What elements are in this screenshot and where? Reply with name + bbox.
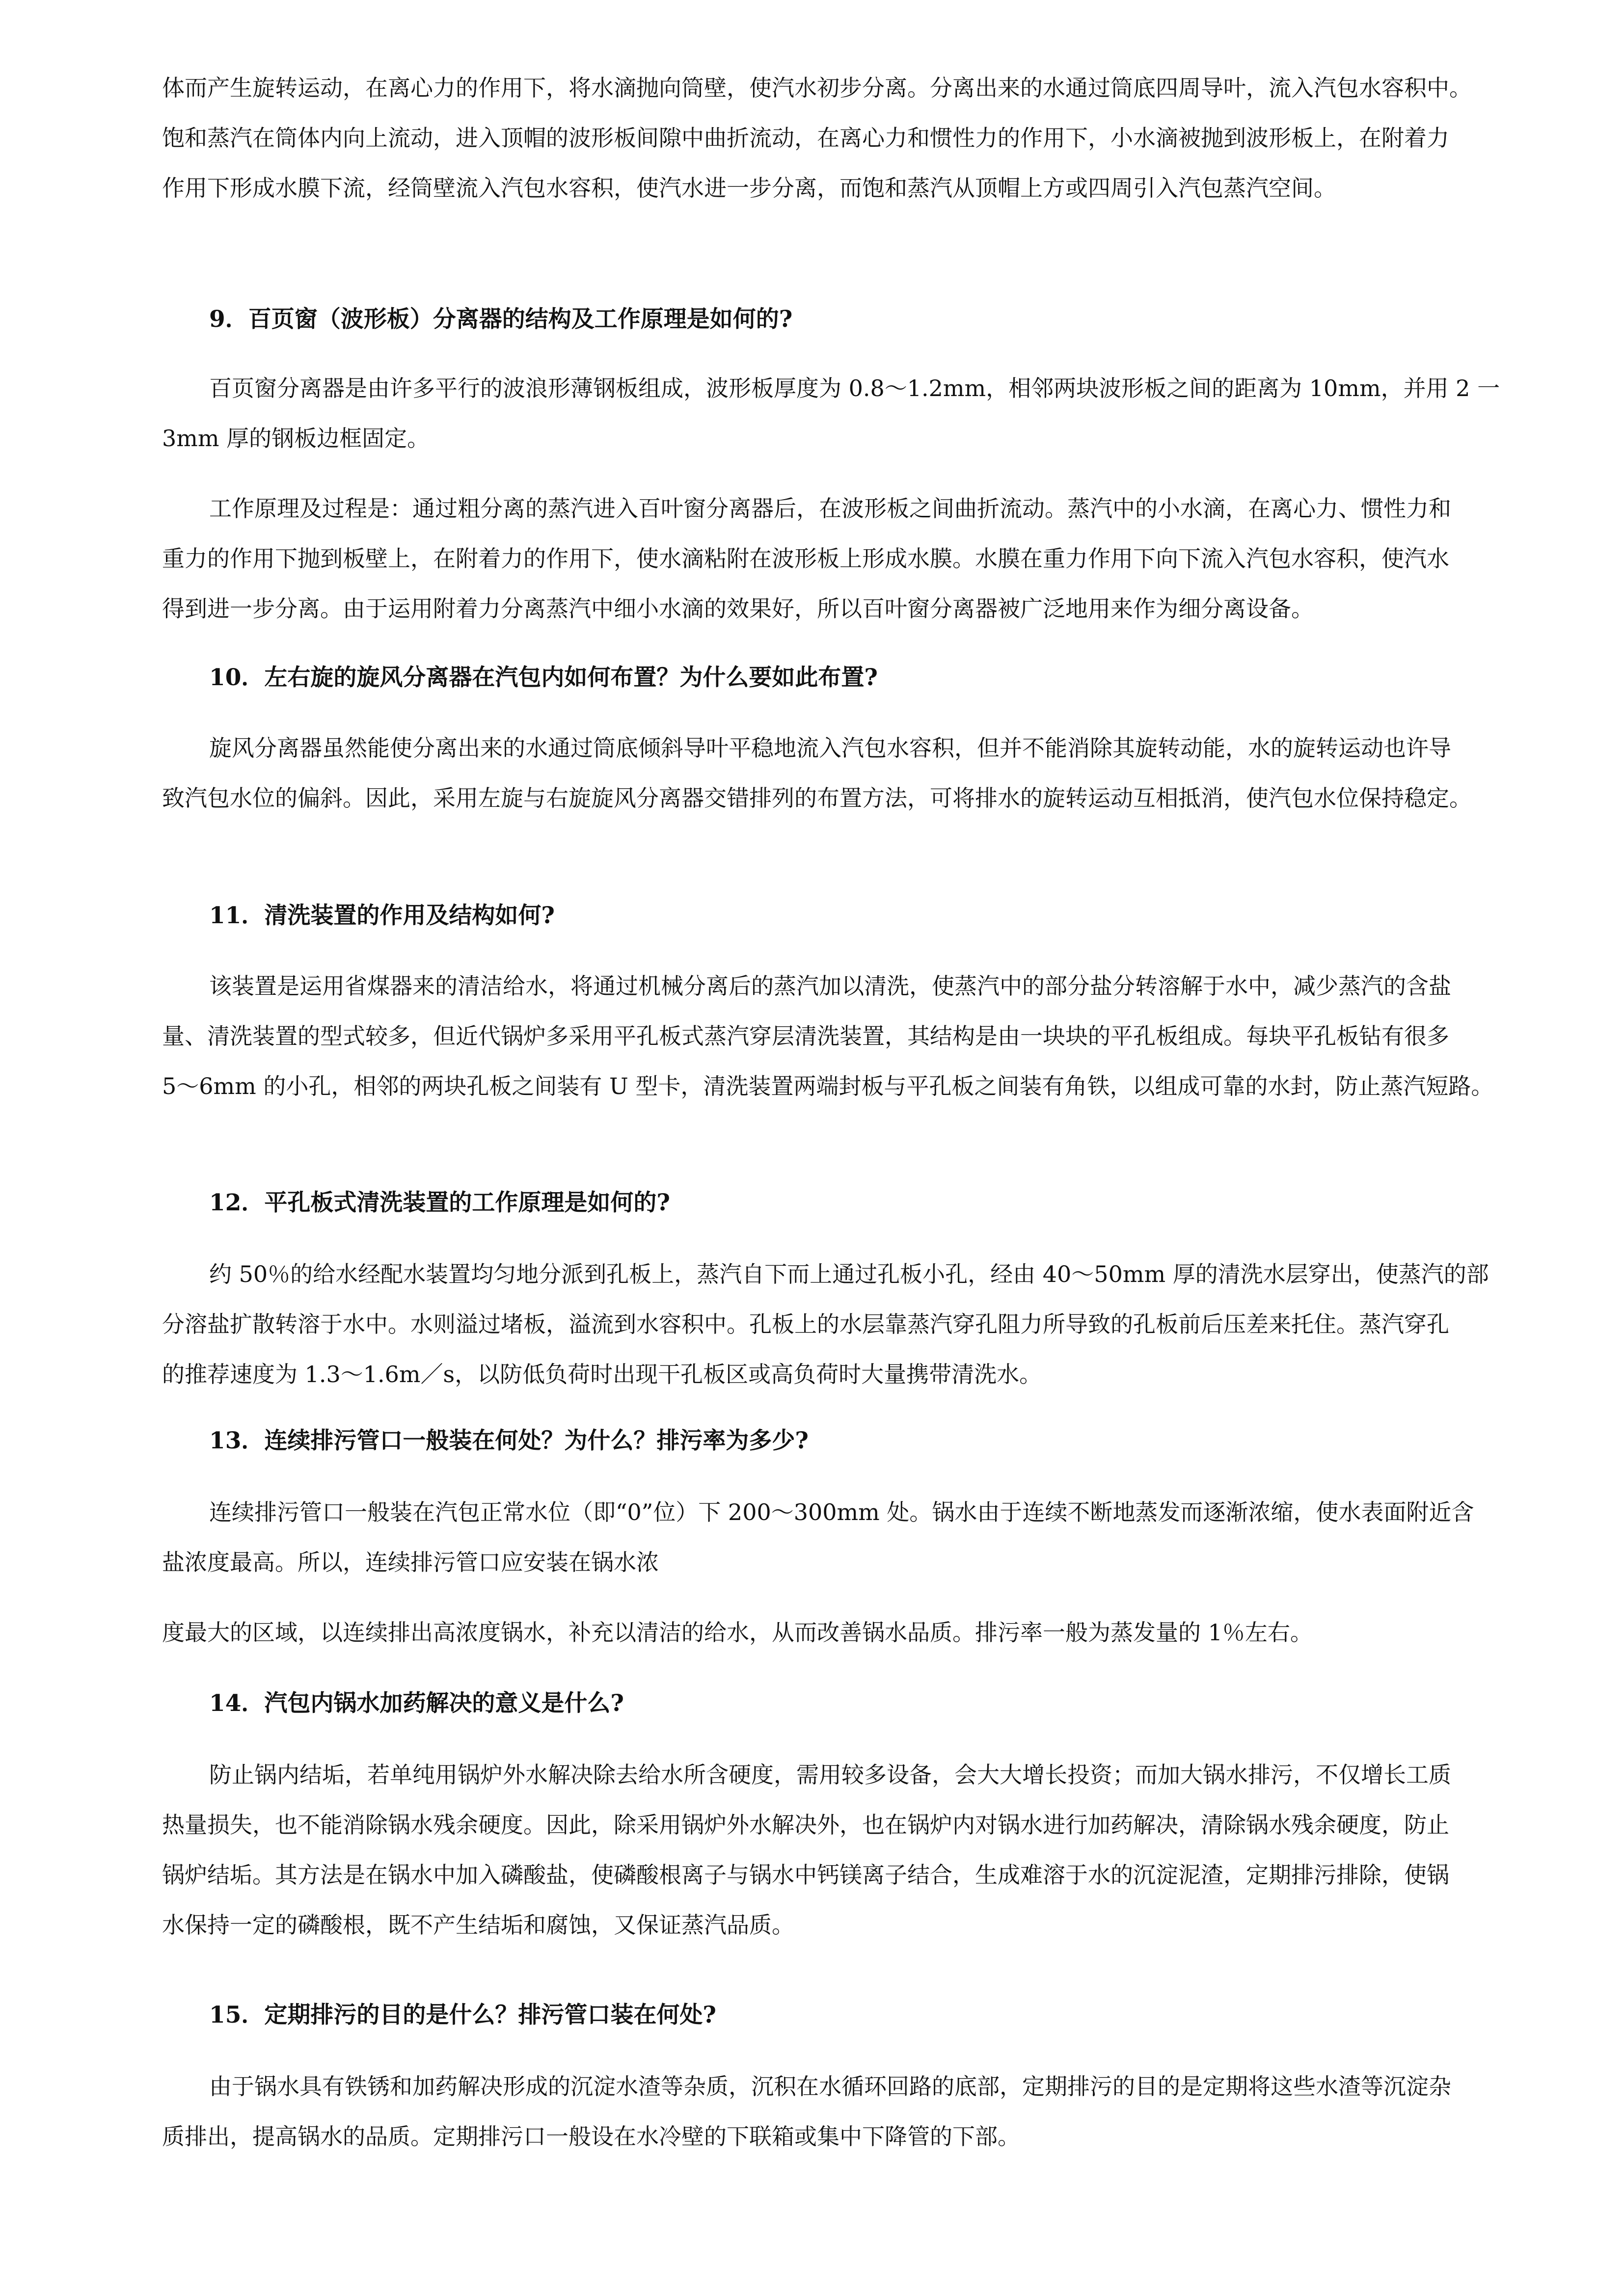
paragraph-line: 该装置是运用省煤器来的清洁给水，将通过机械分离后的蒸汽加以清洗，使蒸汽中的部分盐分转溶解于水中，减少蒸汽的含盐 [209, 973, 1451, 999]
question-heading [162, 1416, 1537, 1466]
paragraph [162, 63, 1537, 213]
paragraph-line: 得到进一步分离。由于运用附着力分离蒸汽中细小水滴的效果好，所以百叶窗分离器被广泛地用来作为细分离设备。 [162, 595, 1314, 622]
paragraph-line: 旋风分离器虽然能使分离出来的水通过筒底倾斜导叶平稳地流入汽包水容积，但并不能消除其旋转动能，水的旋转运动也许导 [209, 735, 1451, 761]
paragraph [162, 1487, 1537, 1587]
paragraph-line: 重力的作用下抛到板壁上，在附着力的作用下，使水滴粘附在波形板上形成水膜。水膜在重力作用下向下流入汽包水容积，使汽水 [162, 545, 1449, 572]
paragraph-line: 由于锅水具有铁锈和加药解决形成的沉淀水渣等杂质，沉积在水循环回路的底部，定期排污的目的是定期将这些水渣等沉淀杂 [209, 2073, 1451, 2100]
paragraph [162, 1750, 1537, 1950]
question-heading [162, 1178, 1537, 1228]
paragraph [162, 1249, 1537, 1399]
question-heading [162, 1990, 1537, 2040]
heading-text: 13．连续排污管口一般装在何处？为什么？排污率为多少? [209, 1427, 809, 1454]
paragraph-line: 分溶盐扩散转溶于水中。水则溢过堵板，溢流到水容积中。孔板上的水层靠蒸汽穿孔阻力所导致的孔板前后压差来托住。蒸汽穿孔 [162, 1311, 1449, 1337]
paragraph-line: 约 50％的给水经配水装置均匀地分派到孔板上，蒸汽自下而上通过孔板小孔，经由 40～50mm 厚的清洗水层穿出，使蒸汽的部 [209, 1261, 1489, 1287]
paragraph-line: 体而产生旋转运动，在离心力的作用下，将水滴抛向筒壁，使汽水初步分离。分离出来的水通过筒底四周导叶，流入汽包水容积中。 [162, 75, 1472, 101]
question-heading [162, 891, 1537, 941]
paragraph [162, 961, 1537, 1111]
paragraph [162, 723, 1537, 823]
paragraph-line: 连续排污管口一般装在汽包正常水位（即“0”位）下 200～300mm 处。锅水由于连续不断地蒸发而逐渐浓缩，使水表面附近含 [209, 1499, 1474, 1525]
question-heading [162, 653, 1537, 703]
paragraph-line: 饱和蒸汽在筒体内向上流动，进入顶帽的波形板间隙中曲折流动，在离心力和惯性力的作用下，小水滴被抛到波形板上，在附着力 [162, 125, 1449, 151]
question-heading [162, 1679, 1537, 1729]
heading-text: 10．左右旋的旋风分离器在汽包内如何布置？为什么要如此布置? [209, 664, 878, 691]
paragraph-line: 水保持一定的磷酸根，既不产生结垢和腐蚀，又保证蒸汽品质。 [162, 1912, 794, 1938]
paragraph-line: 工作原理及过程是：通过粗分离的蒸汽进入百叶窗分离器后，在波形板之间曲折流动。蒸汽中的小水滴，在离心力、惯性力和 [209, 495, 1451, 522]
paragraph-line: 的推荐速度为 1.3～1.6m／s，以防低负荷时出现干孔板区或高负荷时大量携带清洗水。 [162, 1361, 1042, 1388]
paragraph [162, 483, 1537, 634]
heading-text: 14．汽包内锅水加药解决的意义是什么? [209, 1690, 624, 1717]
paragraph [162, 2061, 1537, 2162]
paragraph-line: 百页窗分离器是由许多平行的波浪形薄钢板组成，波形板厚度为 0.8～1.2mm，相邻两块波形板之间的距离为 10mm，并用 2 一 [209, 375, 1500, 401]
paragraph-line: 3mm 厚的钢板边框固定。 [162, 425, 430, 452]
paragraph-line: 热量损失，也不能消除锅水残余硬度。因此，除采用锅炉外水解决外，也在锅炉内对锅水进行加药解决，清除锅水残余硬度，防止 [162, 1812, 1449, 1838]
paragraph-line: 度最大的区域，以连续排出高浓度锅水，补充以清洁的给水，从而改善锅水品质。排污率一般为蒸发量的 1％左右。 [162, 1619, 1313, 1646]
heading-text: 12．平孔板式清洗装置的工作原理是如何的? [209, 1189, 670, 1216]
paragraph-line: 盐浓度最高。所以，连续排污管口应安装在锅水浓 [162, 1549, 659, 1575]
paragraph-line: 5～6mm 的小孔，相邻的两块孔板之间装有 U 型卡，清洗装置两端封板与平孔板之间装有角铁，以组成可靠的水封，防止蒸汽短路。 [162, 1073, 1494, 1099]
paragraph [162, 1607, 1537, 1657]
paragraph-line: 致汽包水位的偏斜。因此，采用左旋与右旋旋风分离器交错排列的布置方法，可将排水的旋转运动互相抵消，使汽包水位保持稳定。 [162, 785, 1472, 811]
paragraph-line: 防止锅内结垢，若单纯用锅炉外水解决除去给水所含硬度，需用较多设备，会大大增长投资；而加大锅水排污，不仅增长工质 [209, 1762, 1451, 1788]
question-heading [162, 294, 1537, 345]
heading-text: 15．定期排污的目的是什么？排污管口装在何处? [209, 2002, 716, 2029]
paragraph-line: 锅炉结垢。其方法是在锅水中加入磷酸盐，使磷酸根离子与锅水中钙镁离子结合，生成难溶于水的沉淀泥渣，定期排污排除，使锅 [162, 1862, 1449, 1888]
heading-text: 11．清洗装置的作用及结构如何? [209, 902, 555, 929]
paragraph-line: 作用下形成水膜下流，经筒壁流入汽包水容积，使汽水进一步分离，而饱和蒸汽从顶帽上方或四周引入汽包蒸汽空间。 [162, 175, 1336, 201]
paragraph-line: 质排出，提高锅水的品质。定期排污口一般设在水冷壁的下联箱或集中下降管的下部。 [162, 2123, 1020, 2150]
heading-text: 9．百页窗（波形板）分离器的结构及工作原理是如何的? [209, 306, 793, 333]
paragraph [162, 363, 1537, 463]
paragraph-line: 量、清洗装置的型式较多，但近代锅炉多采用平孔板式蒸汽穿层清洗装置，其结构是由一块块的平孔板组成。每块平孔板钻有很多 [162, 1023, 1449, 1049]
